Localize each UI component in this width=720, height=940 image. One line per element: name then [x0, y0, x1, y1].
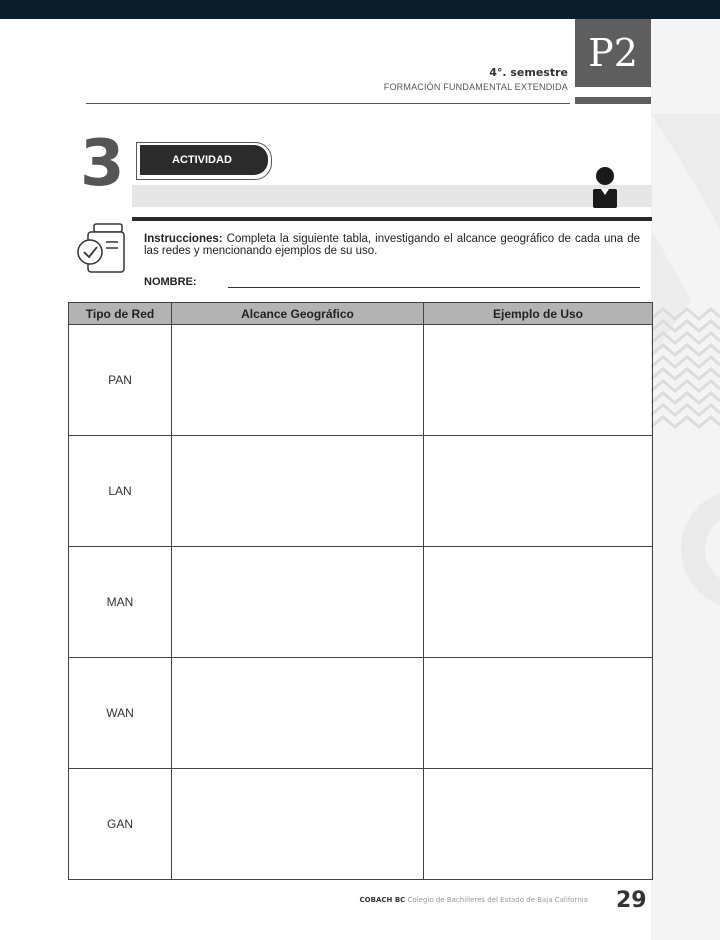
name-label: NOMBRE: [144, 276, 197, 288]
activity-number: 3 [80, 127, 125, 201]
scope-cell[interactable] [172, 658, 424, 769]
example-cell[interactable] [424, 325, 653, 436]
decorative-pattern [651, 19, 720, 940]
table-row [69, 436, 653, 547]
row-network-type: WAN [69, 658, 172, 769]
row-network-type: PAN [69, 325, 172, 436]
footer-org-short: COBACH BC [359, 896, 406, 904]
table-row [69, 769, 653, 880]
checklist-document-icon [76, 218, 128, 281]
scope-cell[interactable] [172, 325, 424, 436]
top-bar [0, 0, 720, 19]
activity-rule [132, 217, 652, 221]
partial-badge: P2 [575, 19, 651, 87]
header-usage-example: Ejemplo de Uso [424, 303, 653, 325]
example-cell[interactable] [424, 436, 653, 547]
row-network-type: GAN [69, 769, 172, 880]
name-input-line[interactable] [228, 287, 640, 288]
row-network-type: LAN [69, 436, 172, 547]
scope-cell[interactable] [172, 547, 424, 658]
header-network-type: Tipo de Red [69, 303, 172, 325]
row-network-type: MAN [69, 547, 172, 658]
partial-badge-bar [575, 97, 651, 104]
instructions-label: Instrucciones: [144, 233, 223, 245]
component-label: FORMACIÓN FUNDAMENTAL EXTENDIDA [383, 82, 568, 92]
scope-cell[interactable] [172, 769, 424, 880]
scope-cell[interactable] [172, 436, 424, 547]
side-decoration [651, 19, 720, 940]
header-rule [86, 103, 570, 104]
table-row [69, 325, 653, 436]
activity-tab: ACTIVIDAD [140, 145, 268, 175]
semester-label: 4°. semestre [489, 66, 568, 79]
instructions-body: Completa la siguiente tabla, investigando el alcance geográfico de cada una de las redes y mencionando ejemplos de su uso. [144, 233, 640, 257]
header-geographic-scope: Alcance Geográfico [172, 303, 424, 325]
person-icon [592, 167, 618, 214]
instructions-text [144, 233, 640, 257]
table-header-row [69, 303, 653, 325]
footer-org-full: Colegio de Bachilleres del Estado de Baja California [407, 896, 588, 904]
networks-table [68, 302, 653, 880]
activity-band [132, 185, 652, 207]
footer-credit [360, 896, 588, 904]
table-row [69, 547, 653, 658]
example-cell[interactable] [424, 658, 653, 769]
example-cell[interactable] [424, 769, 653, 880]
example-cell[interactable] [424, 547, 653, 658]
table-row [69, 658, 653, 769]
page-number: 29 [616, 888, 647, 913]
